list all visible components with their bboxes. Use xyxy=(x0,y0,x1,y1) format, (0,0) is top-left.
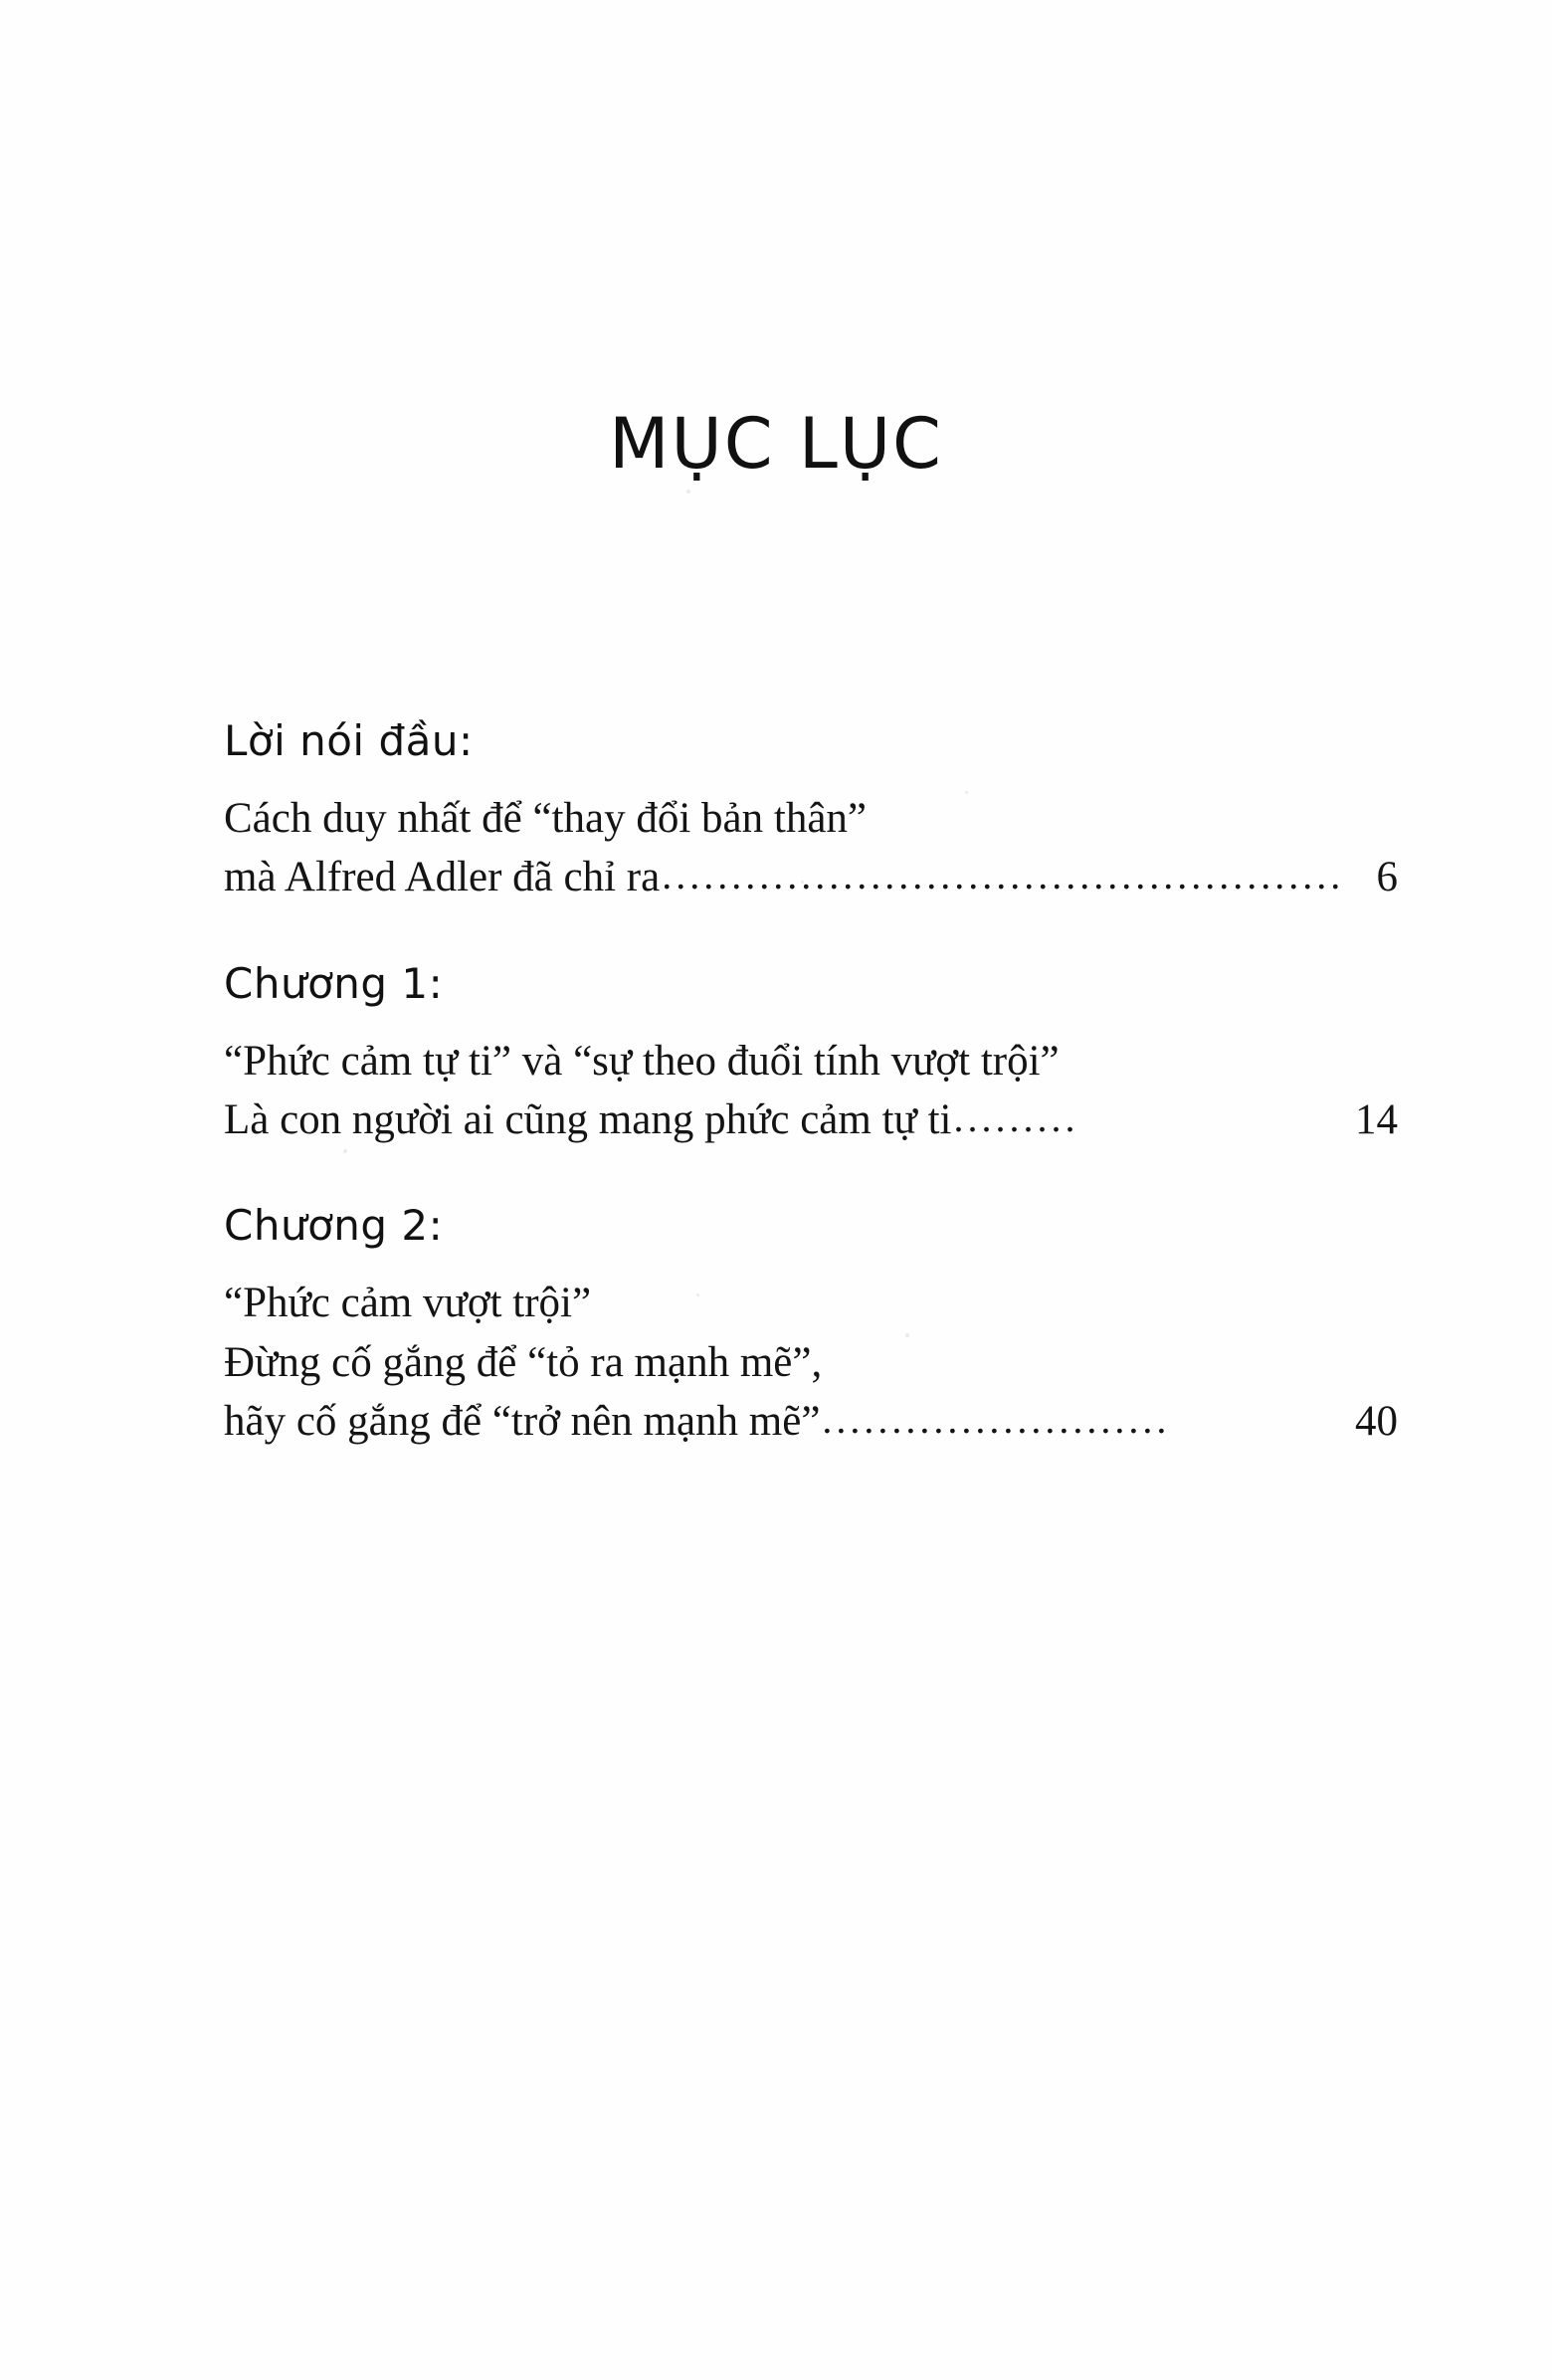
toc-entry-heading: Chương 1: xyxy=(224,958,444,1008)
toc-page-number: 6 xyxy=(1376,854,1398,901)
toc-entry xyxy=(224,1201,1398,1451)
toc-entry-line-text: hãy cố gắng để “trở nên mạnh mẽ” xyxy=(224,1397,821,1445)
toc-page-number: 40 xyxy=(1355,1397,1398,1445)
toc-entry xyxy=(224,716,1398,907)
toc-entry-line-with-page xyxy=(224,1392,1398,1451)
paper-speck xyxy=(686,490,690,494)
toc-entry-line-text: mà Alfred Adler đã chỉ ra xyxy=(224,854,661,901)
toc-entry-line-with-page xyxy=(224,1091,1398,1149)
toc-entry-line-text: Là con người ai cũng mang phức cảm tự ti xyxy=(224,1095,952,1143)
toc-page-number: 14 xyxy=(1355,1095,1398,1143)
toc-entry xyxy=(224,959,1398,1150)
toc-entry-line: Đừng cố gắng để “tỏ ra mạnh mẽ”, xyxy=(224,1338,823,1386)
leader-dots: ......................... xyxy=(822,1396,1171,1442)
leader-dots: ......... xyxy=(953,1094,1079,1140)
leader-dots: ................................................. xyxy=(662,853,1345,898)
table-of-contents xyxy=(224,716,1398,1502)
toc-entry-line: Cách duy nhất để “thay đổi bản thân” xyxy=(224,795,867,842)
toc-entry-line-with-page xyxy=(224,848,1398,906)
toc-entry-heading: Chương 2: xyxy=(224,1201,444,1251)
toc-entry-heading: Lời nói đầu: xyxy=(224,716,474,765)
toc-entry-line: “Phức cảm vượt trội” xyxy=(224,1280,592,1327)
page-title: MỤC LỤC xyxy=(609,403,943,485)
toc-entry-line: “Phức cảm tự ti” và “sự theo đuổi tính vượt trội” xyxy=(224,1037,1060,1085)
